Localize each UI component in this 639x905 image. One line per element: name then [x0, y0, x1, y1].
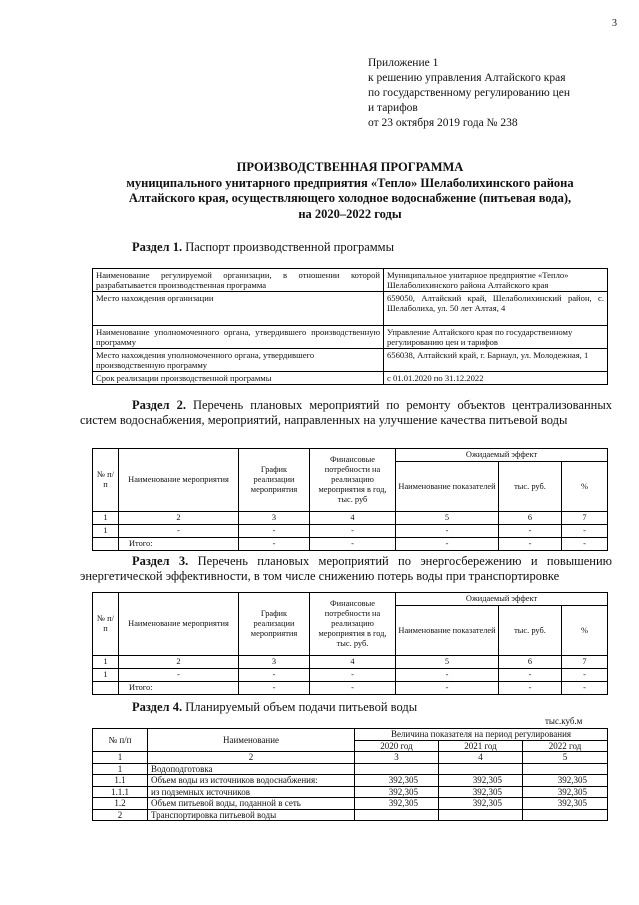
row-value: [355, 763, 439, 775]
cell: -: [310, 669, 396, 682]
title-line: ПРОИЗВОДСТВЕННАЯ ПРОГРАММА: [236, 160, 464, 174]
col-number: 6: [499, 656, 562, 669]
passport-value: Управление Алтайского края по государственному регулированию цен и тарифов: [384, 326, 608, 349]
row-name: Транспортировка питьевой воды: [148, 809, 355, 821]
header-thousand: тыс. руб.: [499, 606, 562, 656]
cell: -: [396, 669, 499, 682]
section4-number: Раздел 4.: [132, 700, 183, 714]
table-row: [93, 775, 608, 787]
passport-label: Место нахождения уполномоченного органа, утвердившего производственную программу: [93, 349, 384, 372]
row-value: [355, 809, 439, 821]
table-row: [93, 525, 608, 538]
col-number: 1: [93, 752, 148, 764]
cell: [93, 538, 119, 551]
col-number: 3: [355, 752, 439, 764]
row-name: Объем воды из источников водоснабжения:: [148, 775, 355, 787]
col-number: 4: [439, 752, 523, 764]
column-number-row: [93, 512, 608, 525]
total-row: [93, 682, 608, 695]
cell: -: [396, 538, 499, 551]
row-name: из подземных источников: [148, 786, 355, 798]
passport-label: Наименование регулируемой организации, в отношении которой разрабатывается производственная программа: [93, 269, 384, 292]
table-row: [93, 349, 608, 372]
col-number: 4: [310, 512, 396, 525]
row-num: 2: [93, 809, 148, 821]
col-number: 5: [396, 512, 499, 525]
section3-number: Раздел 3.: [132, 554, 189, 568]
row-name: Водоподготовка: [148, 763, 355, 775]
header-num: № п/п: [93, 449, 119, 512]
appendix-line: к решению управления Алтайского края: [368, 72, 566, 84]
table-header-row: [93, 729, 608, 741]
section4-title: Планируемый объем подачи питьевой воды: [185, 700, 418, 714]
passport-value: 656038, Алтайский край, г. Барнаул, ул. Молодежная, 1: [384, 349, 608, 372]
title-line: на 2020–2022 годы: [298, 206, 402, 221]
table-row: [93, 669, 608, 682]
total-label: Итого:: [119, 538, 239, 551]
row-value: [523, 809, 608, 821]
section4-heading: [132, 700, 417, 715]
section3-text: [80, 554, 612, 584]
col-number: 2: [148, 752, 355, 764]
appendix-line: и тарифов: [368, 102, 418, 114]
table-row: [93, 786, 608, 798]
cell: -: [562, 538, 608, 551]
cell: -: [499, 669, 562, 682]
total-label: Итого:: [119, 682, 239, 695]
row-value: 392,305: [439, 798, 523, 810]
header-percent: %: [562, 462, 608, 512]
col-number: 3: [239, 512, 310, 525]
page-number: 3: [612, 18, 617, 29]
header-percent: %: [562, 606, 608, 656]
header-schedule: График реализации мероприятия: [239, 593, 310, 656]
section3-description: Перечень плановых мероприятий по энергосбережению и повышению энергетической эффективности, в том числе снижению потерь воды при транспортировке: [80, 554, 613, 583]
row-value: 392,305: [523, 775, 608, 787]
header-thousand: тыс. руб.: [499, 462, 562, 512]
appendix-block: [368, 56, 623, 131]
section2-number: Раздел 2.: [132, 398, 186, 412]
col-number: 1: [93, 512, 119, 525]
col-number: 5: [523, 752, 608, 764]
row-value: [439, 763, 523, 775]
column-number-row: [93, 656, 608, 669]
section2-text: [80, 398, 612, 428]
header-financing: Финансовые потребности на реализацию мероприятия в год, тыс. руб.: [310, 593, 396, 656]
section4-table: [92, 728, 608, 821]
total-row: [93, 538, 608, 551]
passport-value: 659050, Алтайский край, Шелаболихинский район, с. Шелаболиха, ул. 50 лет Алтая, 4: [384, 292, 608, 326]
header-indicator: Наименование показателей: [396, 462, 499, 512]
table-row: [93, 292, 608, 326]
section1-title: Паспорт производственной программы: [185, 240, 394, 254]
header-effect: Ожидаемый эффект: [396, 449, 608, 462]
row-value: 392,305: [355, 775, 439, 787]
col-number: 1: [93, 656, 119, 669]
row-value: 392,305: [355, 798, 439, 810]
table-row: [93, 269, 608, 292]
header-financing: Финансовые потребности на реализацию мероприятия в год, тыс. руб: [310, 449, 396, 512]
section1-heading: [132, 240, 394, 255]
title-line: муниципального унитарного предприятия «Тепло» Шелаболихинского района: [126, 175, 574, 190]
header-name: Наименование мероприятия: [119, 449, 239, 512]
header-year: 2021 год: [439, 740, 523, 752]
row-value: [523, 763, 608, 775]
appendix-line: Приложение 1: [368, 57, 439, 69]
cell: -: [562, 525, 608, 538]
cell: -: [499, 525, 562, 538]
cell: -: [239, 538, 310, 551]
section2-table: [92, 448, 608, 551]
table-row: [93, 326, 608, 349]
table-header-row: [93, 449, 608, 462]
unit-label: тыс.куб.м: [545, 716, 583, 726]
col-number: 4: [310, 656, 396, 669]
passport-table: [92, 268, 608, 385]
passport-value: Муниципальное унитарное предприятие «Тепло» Шелаболихинского района Алтайского края: [384, 269, 608, 292]
cell: -: [239, 669, 310, 682]
appendix-line: по государственному регулированию цен: [368, 87, 571, 99]
passport-label: Наименование уполномоченного органа, утвердившего производственную программу: [93, 326, 384, 349]
cell: 1: [93, 669, 119, 682]
cell: -: [310, 538, 396, 551]
table-row: [93, 809, 608, 821]
cell: -: [499, 682, 562, 695]
header-period: Величина показателя на период регулирования: [355, 729, 608, 741]
row-value: 392,305: [439, 775, 523, 787]
row-num: 1.1: [93, 775, 148, 787]
header-schedule: График реализации мероприятия: [239, 449, 310, 512]
cell: -: [562, 682, 608, 695]
cell: -: [239, 682, 310, 695]
cell: -: [499, 538, 562, 551]
col-number: 7: [562, 656, 608, 669]
row-name: Объем питьевой воды, поданной в сеть: [148, 798, 355, 810]
cell: -: [310, 682, 396, 695]
row-num: 1.2: [93, 798, 148, 810]
header-name: Наименование: [148, 729, 355, 752]
header-effect: Ожидаемый эффект: [396, 593, 608, 606]
header-year: 2022 год: [523, 740, 608, 752]
row-value: 392,305: [523, 798, 608, 810]
cell: 1: [93, 525, 119, 538]
header-indicator: Наименование показателей: [396, 606, 499, 656]
cell: -: [239, 525, 310, 538]
passport-label: Место нахождения организации: [93, 292, 384, 326]
row-value: 392,305: [439, 786, 523, 798]
col-number: 6: [499, 512, 562, 525]
passport-value: с 01.01.2020 по 31.12.2022: [384, 372, 608, 385]
cell: -: [562, 669, 608, 682]
table-header-row: [93, 593, 608, 606]
table-row: [93, 372, 608, 385]
col-number: 7: [562, 512, 608, 525]
header-year: 2020 год: [355, 740, 439, 752]
section1-number: Раздел 1.: [132, 240, 183, 254]
passport-label: Срок реализации производственной программы: [93, 372, 384, 385]
cell: -: [396, 525, 499, 538]
row-num: 1.1.1: [93, 786, 148, 798]
header-num: № п/п: [93, 729, 148, 752]
cell: -: [396, 682, 499, 695]
cell: -: [310, 525, 396, 538]
table-row: [93, 798, 608, 810]
appendix-line: от 23 октября 2019 года № 238: [368, 117, 518, 129]
cell: -: [119, 669, 239, 682]
column-number-row: [93, 752, 608, 764]
header-num: № п/п: [93, 593, 119, 656]
col-number: 5: [396, 656, 499, 669]
col-number: 2: [119, 512, 239, 525]
title-line: Алтайского края, осуществляющего холодное водоснабжение (питьевая вода),: [128, 191, 572, 205]
header-name: Наименование мероприятия: [119, 593, 239, 656]
cell: -: [119, 525, 239, 538]
row-num: 1: [93, 763, 148, 775]
table-row: [93, 763, 608, 775]
cell: [93, 682, 119, 695]
section2-description: Перечень плановых мероприятий по ремонту объектов централизованных систем водоснабжения, мероприятий, направленных на улучшение качества питьевой воды: [80, 398, 612, 427]
col-number: 2: [119, 656, 239, 669]
program-title: [70, 160, 630, 222]
row-value: 392,305: [355, 786, 439, 798]
row-value: [439, 809, 523, 821]
row-value: 392,305: [523, 786, 608, 798]
col-number: 3: [239, 656, 310, 669]
section3-table: [92, 592, 608, 695]
